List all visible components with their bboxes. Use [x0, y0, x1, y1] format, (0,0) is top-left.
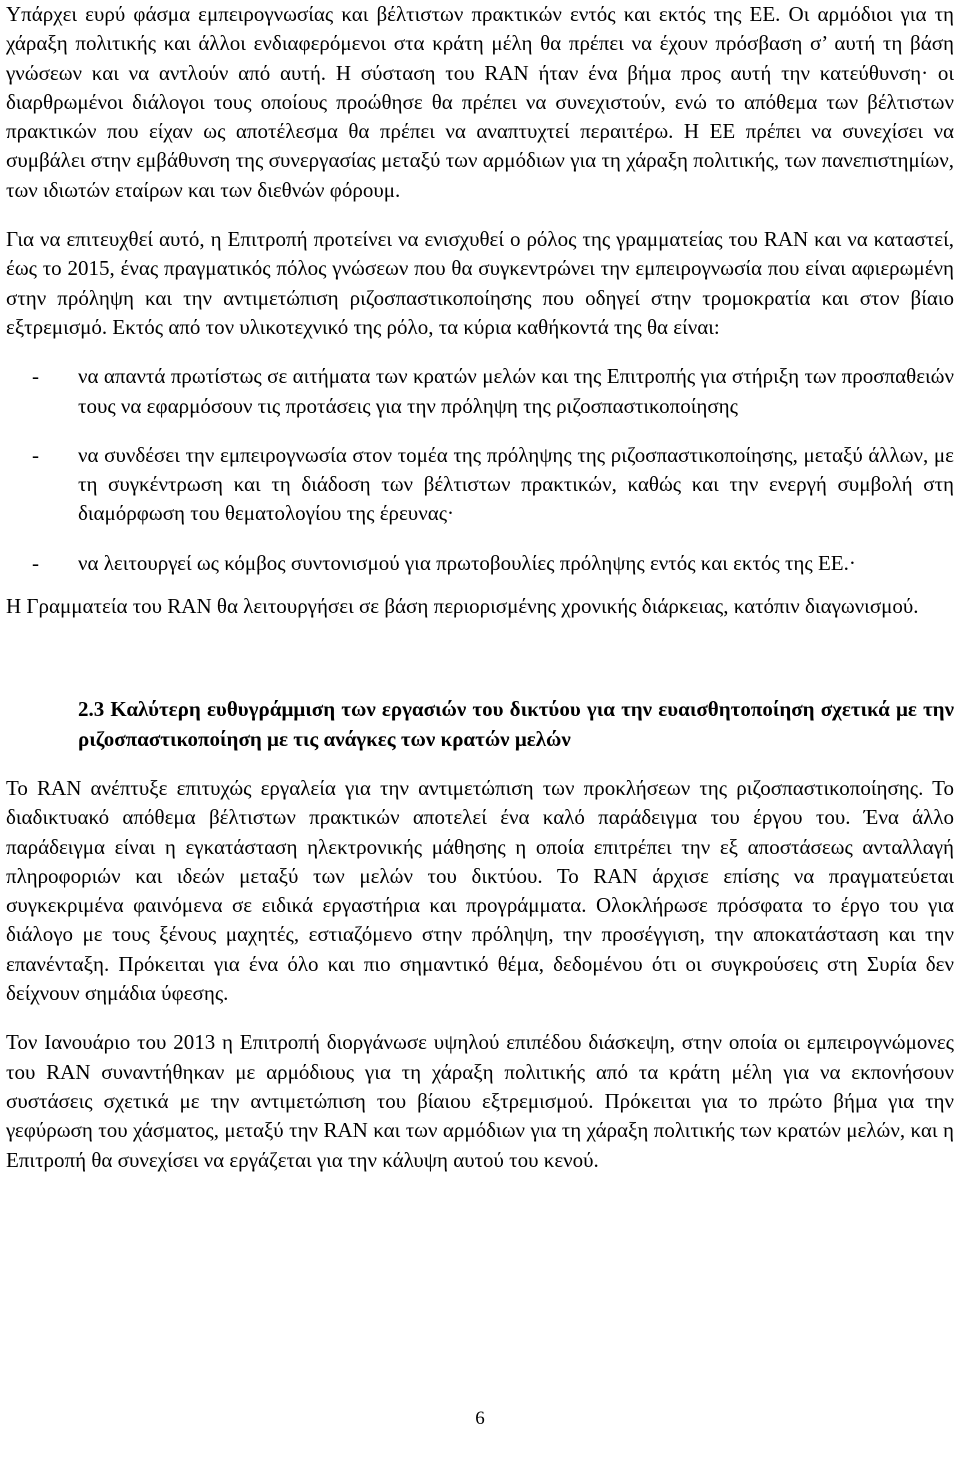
list-dash: -	[32, 550, 39, 575]
paragraph-2: Για να επιτευχθεί αυτό, η Επιτροπή προτείνει να ενισχυθεί ο ρόλος της γραμματείας του RAN και να καταστεί, έως το 2015, ένας πραγματικός πόλος γνώσεων που θα συγκεντρώνει την εμπειρογνωσία που είναι αφιερωμένη στην πρόληψη και την αντιμετώπιση ριζοσπαστικοποίησης που οδηγεί στην τρομοκρατία και στον βίαιο εξτρεμισμό. Εκτός από τον υλικοτεχνικό της ρόλο, τα κύρια καθήκοντά της θα είναι:	[6, 227, 954, 339]
list-dash: -	[32, 364, 39, 389]
paragraph-5: Τον Ιανουάριο του 2013 η Επιτροπή διοργάνωσε υψηλού επιπέδου διάσκεψη, στην οποία οι εμπειρογνώμονες του RAN συναντήθηκαν με αρμόδιους για τη χάραξη πολιτικής από τα κράτη μέλη για να εκπονήσουν συστάσεις σχετικά με την αντιμετώπιση του βίαιου εξτρεμισμού. Πρόκειται για το πρώτο βήμα για την γεφύρωση του χάσματος, μεταξύ την RAN και των αρμόδιων για τη χάραξη πολιτικής των κρατών μελών, και η Επιτροπή θα συνεχίσει να εργάζεται για την κάλυψη αυτού του κενού.	[6, 1030, 954, 1172]
section-number: 2.3	[78, 697, 105, 722]
list-item-text: να συνδέσει την εμπειρογνωσία στον τομέα της πρόληψης της ριζοσπαστικοποίησης, μεταξύ άλλων, με τη συγκέντρωση και τη διάδοση των βέλτιστων πρακτικών, καθώς και την ενεργή συμβολή στη διαμόρφωση του θεματολογίου της έρευνας·	[78, 442, 954, 526]
list-item-text: να απαντά πρωτίστως σε αιτήματα των κρατών μελών και της Επιτροπής για στήριξη των προσπαθειών τους να εφαρμόσουν τις προτάσεις για την πρόληψη της ριζοσπαστικοποίησης	[78, 364, 954, 418]
tasks-list	[6, 362, 954, 578]
paragraph-4: Το RAN ανέπτυξε επιτυχώς εργαλεία για την αντιμετώπιση των προκλήσεων της ριζοσπαστικοποίησης. Το διαδικτυακό απόθεμα βέλτιστων πρακτικών αποτελεί ένα καλό παράδειγμα του έργου του. Ένα άλλο παράδειγμα είναι η εγκατάσταση ηλεκτρονικής μάθησης η οποία επιτρέπει την εξ αποστάσεως ανταλλαγή πληροφοριών και ιδεών μεταξύ των μελών του δικτύου. Το RAN άρχισε επίσης να πραγματεύεται συγκεκριμένα φαινόμενα σε ειδικά εργαστήρια και προγράμματα. Ολοκλήρωσε πρόσφατα το έργο του για διάλογο με τους ξένους μαχητές, εστιαζόμενο στην πρόληψη, την προσέγγιση, την αποκατάσταση και την επανένταξη. Πρόκειται για ένα όλο και πιο σημαντικό θέμα, δεδομένου ότι οι συγκρούσεις στη Συρία δεν δείχνουν σημάδια ύφεσης.	[6, 775, 954, 1006]
paragraph-3: Η Γραμματεία του RAN θα λειτουργήσει σε βάση περιορισμένης χρονικής διάρκειας, κατόπιν διαγωνισμού.	[6, 594, 919, 619]
section-heading	[6, 695, 954, 754]
list-item	[6, 362, 954, 421]
list-item	[6, 441, 954, 529]
paragraph-1: Υπάρχει ευρύ φάσμα εμπειρογνωσίας και βέλτιστων πρακτικών εντός και εκτός της ΕΕ. Οι αρμόδιοι για τη χάραξη πολιτικής και άλλοι ενδιαφερόμενοι στα κράτη μέλη θα πρέπει να έχουν πρόσβαση σ’ αυτή τη βάση γνώσεων και να αντλούν από αυτή. Η σύσταση του RAN ήταν ένα βήμα προς αυτή την κατεύθυνση· οι διαρθρωμένοι διάλογοι τους οποίους προώθησε θα πρέπει να συνεχιστούν, ενώ το απόθεμα των βέλτιστων πρακτικών που είχαν ως αποτέλεσμα θα πρέπει να αναπτυχτεί περαιτέρω. Η ΕΕ πρέπει να συνεχίσει να συμβάλει στην εμβάθυνση της συνεργασίας μεταξύ των αρμόδιων για τη χάραξη πολιτικής, των πανεπιστημίων, των ιδιωτών εταίρων και των διεθνών φόρουμ.	[6, 2, 954, 202]
list-dash: -	[32, 442, 39, 467]
list-item-text: να λειτουργεί ως κόμβος συντονισμού για πρωτοβουλίες πρόληψης εντός και εκτός της ΕΕ.·	[78, 550, 856, 575]
list-item	[6, 549, 954, 578]
document-page	[6, 0, 954, 1175]
section-title: Καλύτερη ευθυγράμμιση των εργασιών του δικτύου για την ευαισθητοποίηση σχετικά με την ριζοσπαστικοποίηση με τις ανάγκες των κρατών μελών	[78, 697, 954, 751]
page-number: 6	[475, 1408, 485, 1429]
